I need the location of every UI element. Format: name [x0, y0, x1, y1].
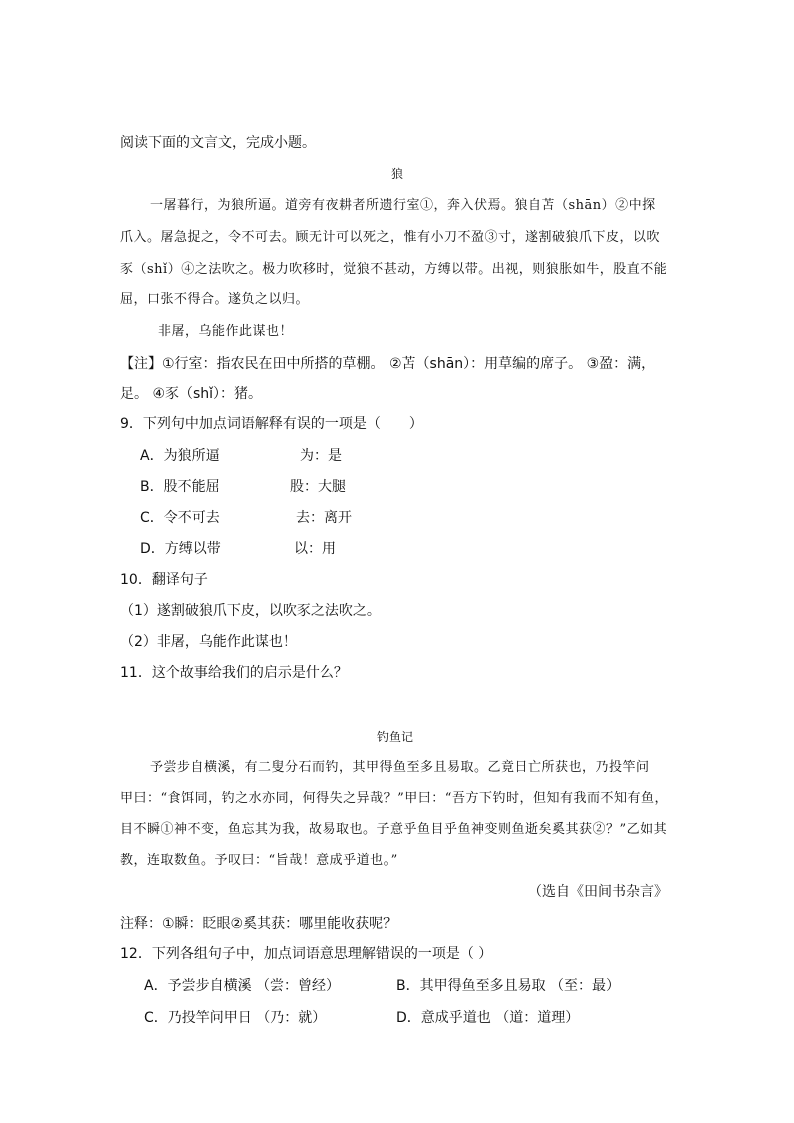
question-stem: 12．下列各组句子中，加点词语意思理解错误的一项是（ ）	[120, 946, 493, 962]
passage-line: 目不瞬①神不变，鱼忘其为我，故易取也。子意乎鱼目乎鱼神变则鱼逝矣奚其获②？”乙如其	[120, 822, 668, 837]
passage-line: 教，连取数鱼。予叹曰：“旨哉！意成乎道也。”	[120, 853, 398, 868]
option-gloss: 股：大腿	[290, 479, 346, 495]
instruction-text: 阅读下面的文言文，完成小题。	[120, 135, 316, 151]
passage-line: 一屠暮行，为狼所逼。道旁有夜耕者所遗行室①，奔入伏焉。狼自苫（shān）②中探	[150, 198, 656, 213]
option-sentence: C．令不可去	[140, 510, 220, 526]
option-text: B．其甲得鱼至多且易取 （至：最）	[396, 978, 621, 994]
option-sentence: D．方缚以带	[140, 541, 221, 557]
source-citation: （选自《田间书杂言》	[528, 884, 668, 900]
option-gloss: 为：是	[300, 448, 342, 464]
passage-title: 钓鱼记	[377, 730, 414, 744]
passage-line: 非屠，乌能作此谋也！	[158, 324, 294, 339]
question-item: （2）非屠，乌能作此谋也！	[120, 634, 297, 650]
option-text: C．乃投竿问甲日 （乃：就）	[144, 1010, 327, 1026]
option-text: D．意成乎道也 （道：道理）	[396, 1010, 580, 1026]
passage-line: 屈，口张不得合。遂负之以归。	[120, 292, 310, 307]
question-stem: 11．这个故事给我们的启示是什么？	[120, 665, 348, 681]
passage-line: 爪入。屠急捉之，令不可去。顾无计可以死之，惟有小刀不盈③寸，遂割破狼爪下皮，以吹	[120, 230, 661, 245]
question-item: （1）遂割破狼爪下皮，以吹豕之法吹之。	[120, 603, 381, 619]
question-stem: 9．下列句中加点词语解释有误的一项是（ ）	[120, 416, 423, 432]
passage-line: 予尝步自横溪，有二叟分石而钓，其甲得鱼至多且易取。乙竟日亡所获也，乃投竿问	[150, 760, 650, 775]
passage-line: 豕（shǐ）④之法吹之。极力吹移时，觉狼不甚动，方缚以带。出视，则狼胀如牛，股直不能	[120, 262, 668, 277]
annotation-note: 足。 ④豕（shǐ）：猪。	[120, 386, 263, 402]
annotation-note: 注释：①瞬：眨眼②奚其获：哪里能收获呢？	[120, 916, 398, 932]
option-text: A．予尝步自横溪 （尝：曾经）	[144, 978, 341, 994]
annotation-note: 【注】①行室：指农民在田中所搭的草棚。 ②苫（shān）：用草编的席子。 ③盈：满，	[120, 356, 656, 372]
option-sentence: A．为狼所逼	[140, 448, 220, 464]
option-sentence: B．股不能屈	[140, 479, 220, 495]
option-gloss: 以：用	[294, 541, 336, 557]
question-stem: 10．翻译句子	[120, 572, 208, 588]
option-gloss: 去：离开	[296, 510, 352, 526]
passage-title: 狼	[391, 167, 404, 181]
passage-line: 甲曰：“食饵同，钓之水亦同，何得失之异哉？”甲曰：“吾方下钓时，但知有我而不知有鱼，	[120, 791, 668, 806]
